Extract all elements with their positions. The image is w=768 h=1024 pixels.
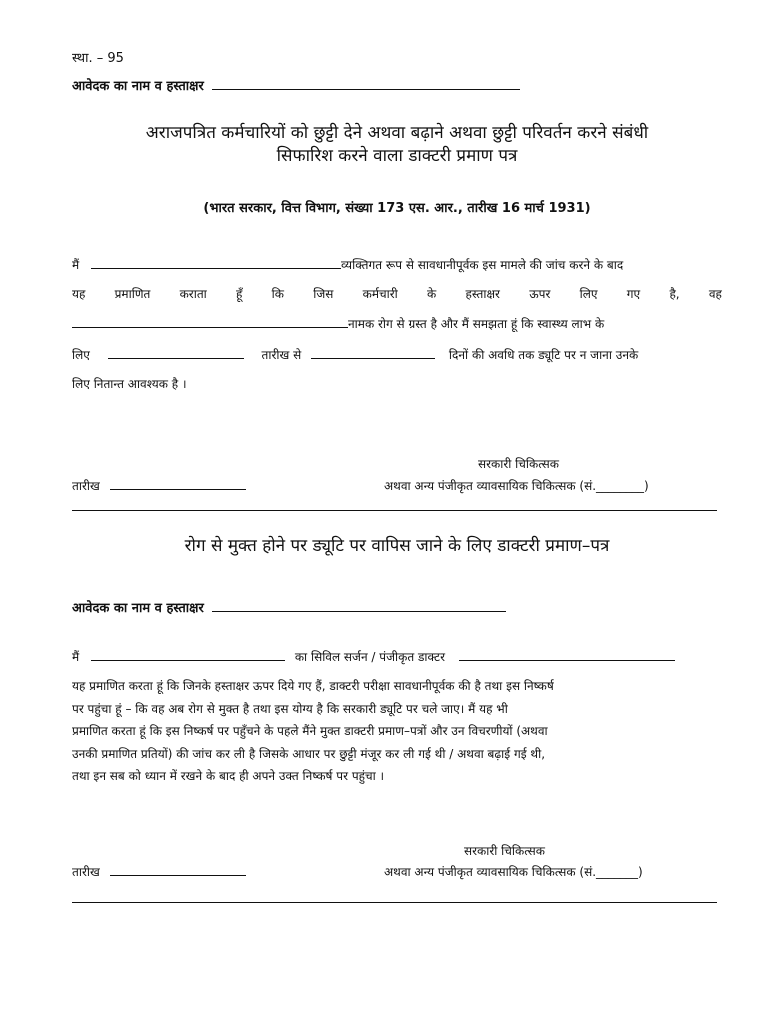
cert1-line-2-word: गए [626, 287, 641, 301]
doctor-registration-1: अथवा अन्य पंजीकृत व्यावसायिक चिकित्सक (सं.________) [384, 479, 649, 493]
cert1-line-2-word: यह [72, 287, 86, 301]
date-field-2[interactable] [110, 864, 246, 876]
applicant-label: आवेदक का नाम व हस्ताक्षर [72, 79, 204, 94]
doctor-name-field-2[interactable] [459, 649, 675, 661]
cert2-body: यह प्रमाणित करता हूं कि जिनके हस्ताक्षर ऊपर दिये गए हैं, डाक्टरी परीक्षा सावधानीपूर्वक की है तथा इस निष्कर्ष पर पहुंचा हूं – कि वह अब रोग से मुक्त है तथा इस योग्य है कि सरकारी ड्यूटि पर चले जाए। मैं यह भी प्रमाणित करता हूं कि इस निष्कर्ष पर पहुँचने के पहले मैंने मुक्त डाक्टरी प्रमाण–पत्रों और उन विचरणीयों (अथवा उनकी प्रमाणित प्रतियों) की जांच कर ली है जिसके आधार पर छुट्टी मंजूर कर ली गई थी / अथवा बढ़ाई गई थी, तथा इन सब को ध्यान में रखने के बाद ही अपने उक्त निष्कर्ष पर पहुंचा । [72, 679, 554, 783]
place-name-field[interactable] [91, 649, 285, 661]
start-date-field[interactable] [311, 347, 435, 359]
date-field-1[interactable] [110, 478, 246, 490]
date-row-1: तारीख [72, 477, 246, 494]
divider-2 [72, 902, 717, 903]
date-row-2: तारीख [72, 863, 246, 880]
reference-note: (भारत सरकार, वित्त विभाग, संख्या 173 एस. आर., तारीख 16 मार्च 1931) [203, 201, 591, 216]
form-number: स्था. – 95 [72, 51, 124, 66]
cert1-line-3: नामक रोग से ग्रस्त है और मैं समझता हूं कि स्वास्थ्य लाभ के [72, 315, 722, 332]
cert1-line-2-word: प्रमाणित [114, 287, 151, 301]
disease-name-field[interactable] [72, 316, 348, 328]
doctor-label-2: सरकारी चिकित्सक [464, 844, 545, 858]
certificate-title-1: अराजपत्रित कर्मचारियों को छुट्टी देने अथवा बढ़ाने अथवा छुट्टी परिवर्तन करने संबंधी सिफारिश करने वाला डाक्टरी प्रमाण पत्र [145, 123, 649, 166]
applicant-name-row-1 [72, 76, 520, 94]
cert1-line-5: लिए नितान्त आवश्यक है । [72, 377, 187, 391]
cert1-line-2 [72, 285, 722, 302]
applicant-label-2: आवेदक का नाम व हस्ताक्षर [72, 601, 204, 616]
cert1-line-2-word: हस्ताक्षर [465, 287, 500, 301]
cert1-line-2-word: कराता [179, 287, 207, 301]
cert1-line-4: लिए तारीख से दिनों की अवधि तक ड्यूटि पर न जाना उनके [72, 348, 639, 362]
cert1-line-2-word: जिस [313, 287, 334, 301]
certificate-title-2: रोग से मुक्त होने पर ड्यूटि पर वापिस जाने के लिए डाक्टरी प्रमाण–पत्र [184, 536, 610, 556]
applicant-signature-line[interactable] [212, 78, 520, 90]
cert1-line-1: मैं व्यक्तिगत रूप से सावधानीपूर्वक इस मामले की जांच करने के बाद [72, 258, 624, 272]
cert2-line-1: मैं का सिविल सर्जन / पंजीकृत डाक्टर [72, 648, 722, 665]
doctor-registration-2: अथवा अन्य पंजीकृत व्यावसायिक चिकित्सक (सं._______) [384, 865, 643, 879]
cert1-line-2-word: लिए [579, 287, 598, 301]
cert1-line-2-word: कि [271, 287, 284, 301]
applicant-name-row-2 [72, 598, 506, 616]
cert1-line-2-word: हूँ [236, 287, 243, 301]
cert1-line-2-word: कर्मचारी [362, 287, 398, 301]
cert1-line-2-word: वह [708, 287, 722, 301]
doctor-label-1: सरकारी चिकित्सक [478, 457, 559, 471]
applicant-signature-line-2[interactable] [212, 600, 506, 612]
doctor-name-field[interactable] [91, 257, 341, 269]
cert1-line-2-word: है, [669, 287, 680, 301]
divider-1 [72, 510, 717, 511]
days-count-field[interactable] [108, 347, 244, 359]
cert1-line-2-word: ऊपर [529, 287, 551, 301]
cert1-line-2-word: के [427, 287, 437, 301]
